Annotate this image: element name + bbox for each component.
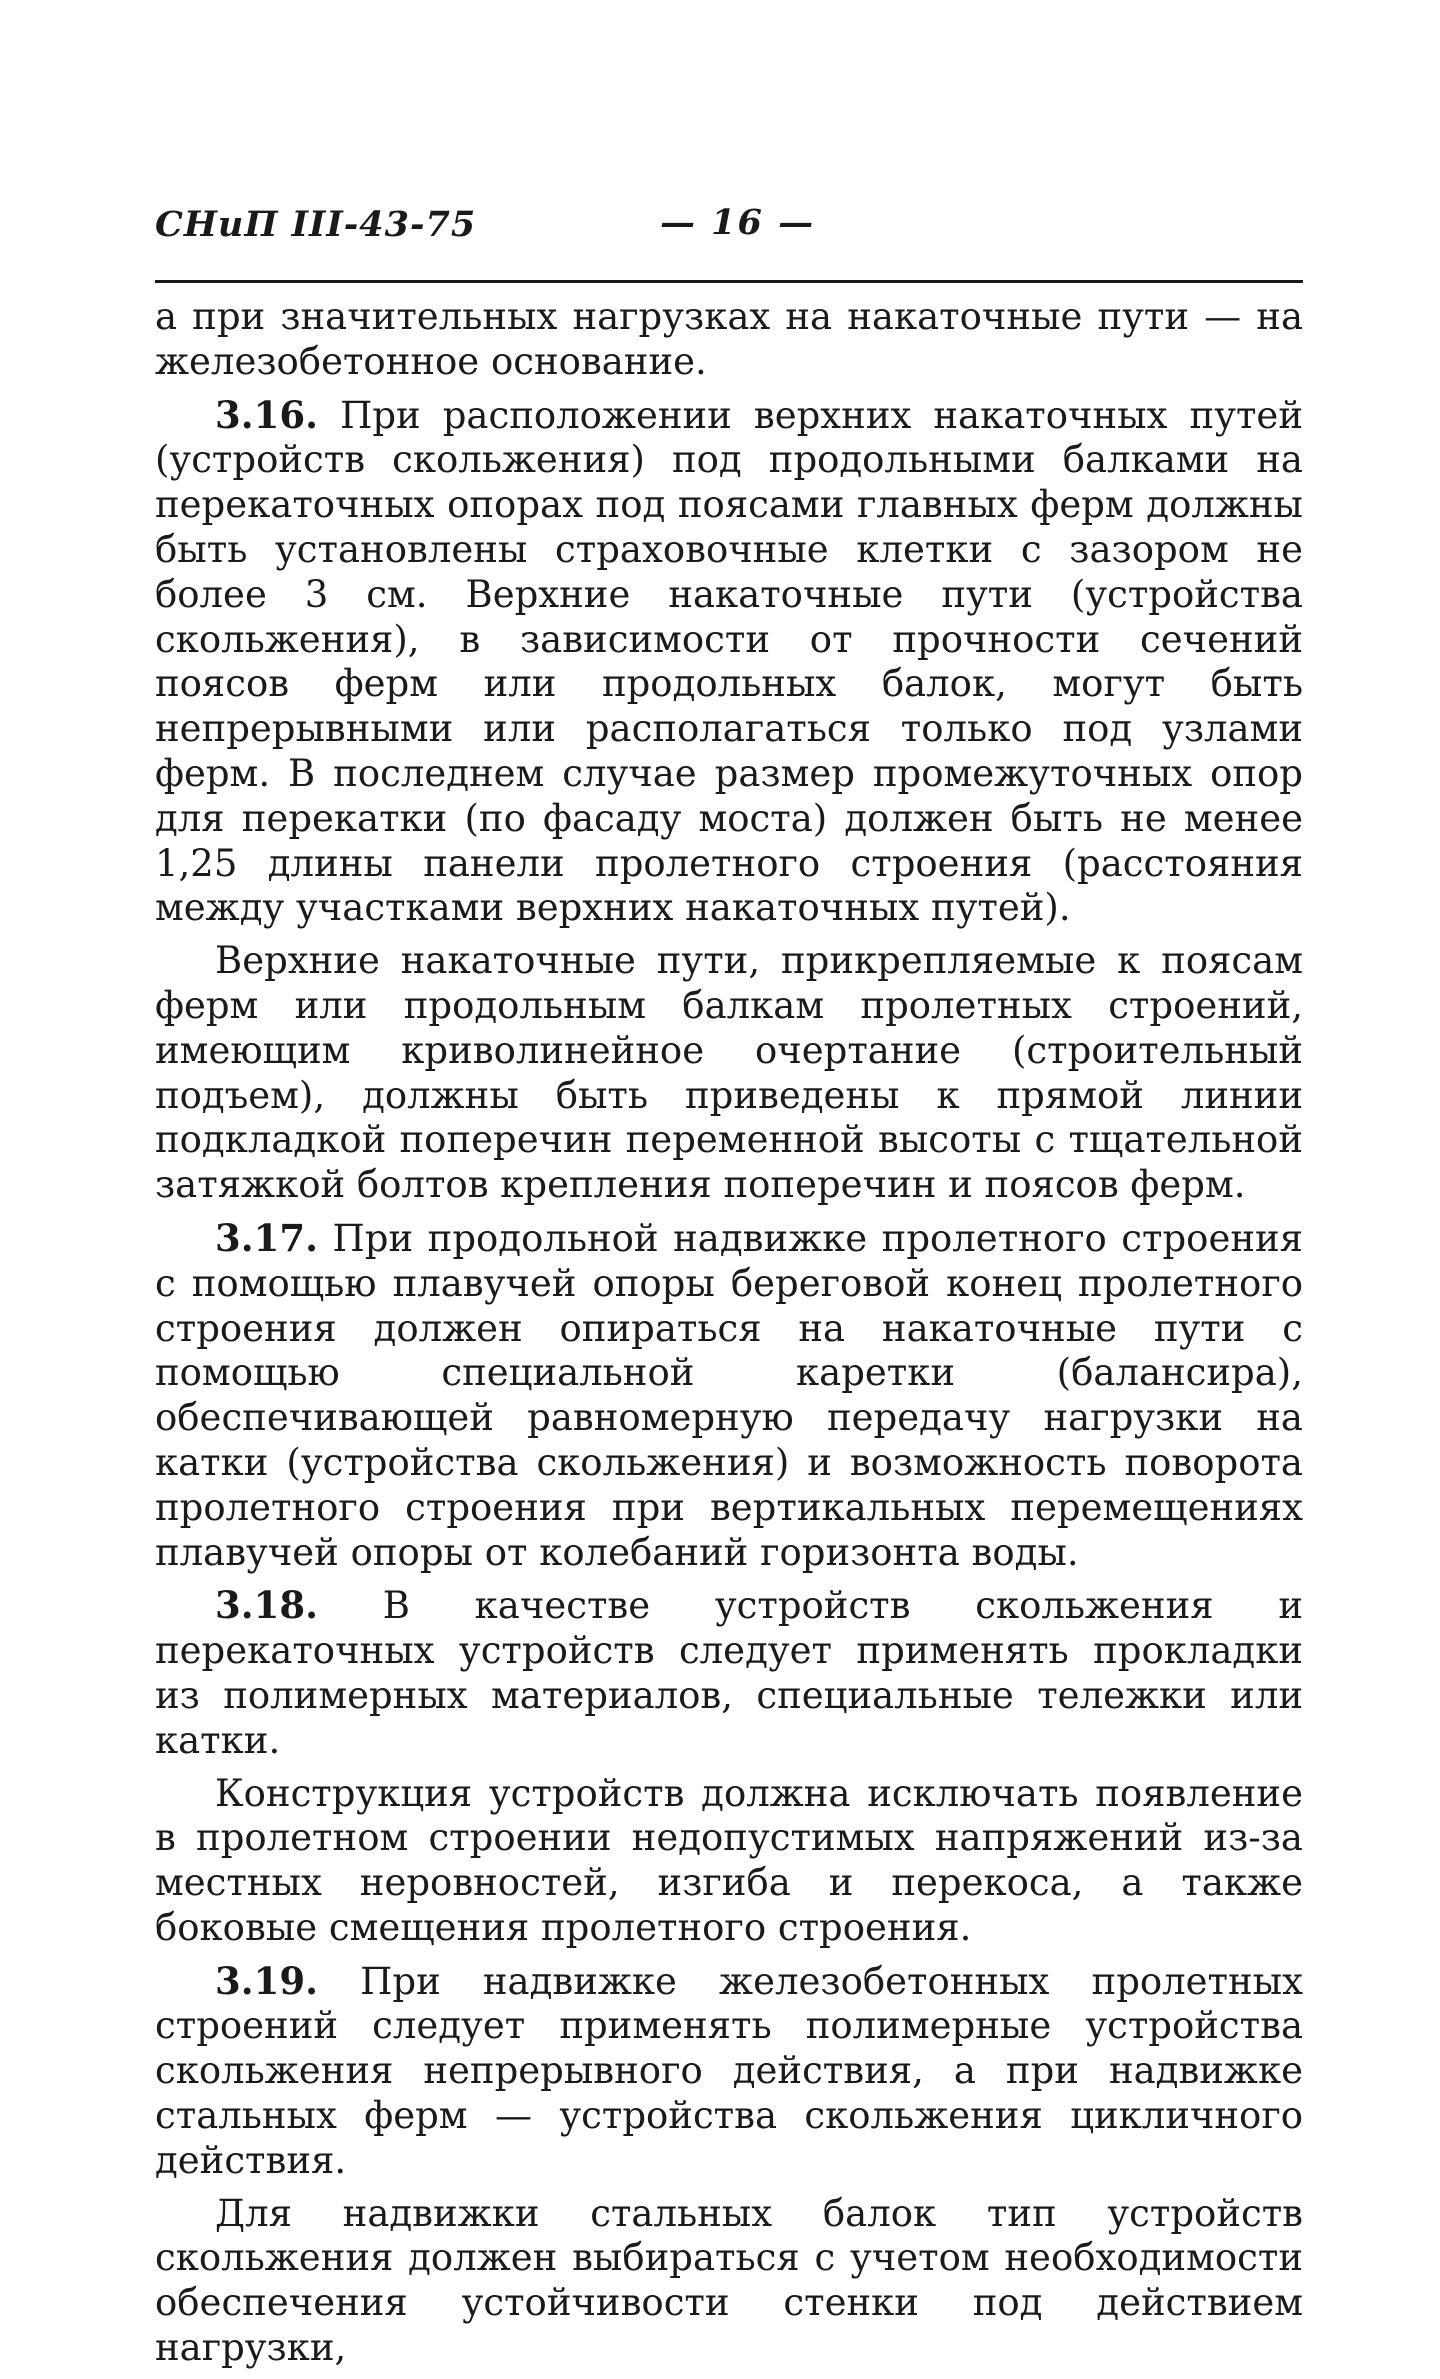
page-header: [155, 190, 1303, 250]
paragraph: [155, 1772, 1303, 1951]
clause-number: 3.16.: [215, 392, 318, 437]
document-page: [155, 190, 1304, 2370]
paragraph: [155, 2192, 1303, 2371]
document-body: [155, 295, 1303, 2379]
paragraph-text: При продольной надвижке пролетного строения с помощью плавучей опоры береговой конец пролетного строения должен опираться на накаточные пути с помощью специальной каретки (балансира), обеспечивающей равномерную передачу нагрузки на катки (устройства скольжения) и возможность поворота пролетного строения при вертикальных перемещениях плавучей опоры от колебаний горизонта воды.: [155, 1216, 1304, 1574]
clause-3-18: [155, 1583, 1303, 1763]
paragraph-text: Верхние накаточные пути, прикрепляемые к поясам ферм или продольным балкам пролетных строений, имеющим криволинейное очертание (строительный подъем), должны быть приведены к прямой линии подкладкой поперечин переменной высоты с тщательной затяжкой болтов крепления поперечин и поясов ферм.: [155, 939, 1303, 1207]
header-rule: [155, 280, 1303, 283]
clause-number: 3.18.: [215, 1583, 318, 1628]
paragraph-text: В качестве устройств скольжения и перекаточных устройств следует применять прокладки из полимерных материалов, специальные тележки или катки.: [155, 1584, 1303, 1762]
paragraph: [155, 295, 1303, 385]
clause-number: 3.19.: [215, 1958, 318, 2003]
clause-3-19: [155, 1959, 1303, 2184]
clause-number: 3.17.: [215, 1215, 318, 1260]
paragraph-text: Конструкция устройств должна исключать появление в пролетном строении недопустимых напряжений из-за местных неровностей, изгиба и перекоса, а также боковые смещения пролетного строения.: [155, 1771, 1303, 1949]
document-code: СНиП III-43-75: [155, 204, 477, 245]
paragraph-text: а при значительных нагрузках на накаточные пути — на железобетонное основание.: [155, 295, 1303, 383]
paragraph-text: При надвижке железобетонных пролетных строений следует применять полимерные устройства скольжения непрерывного действия, а при надвижке стальных ферм — устройства скольжения цикличного действия.: [155, 1959, 1304, 2182]
page-number: — 16 —: [660, 202, 816, 243]
paragraph-text: Для надвижки стальных балок тип устройств скольжения должен выбираться с учетом необходимости обеспечения устойчивости стенки под действием нагрузки,: [155, 2191, 1303, 2370]
clause-3-16: [155, 393, 1303, 932]
paragraph-text: При расположении верхних накаточных путей (устройств скольжения) под продольными балками на перекаточных опорах под поясами главных ферм должны быть установлены страховочные клетки с зазором не более 3 см. Верхние накаточные пути (устройства скольжения), в зависимости от прочности сечений поясов ферм или продольных балок, могут быть непрерывными или располагаться только под узлами ферм. В последнем случае размер промежуточных опор для перекатки (по фасаду моста) должен быть не менее 1,25 длины панели пролетного строения (расстояния между участками верхних накаточных путей).: [155, 393, 1303, 930]
paragraph: [155, 939, 1303, 1208]
clause-3-17: [155, 1216, 1303, 1575]
